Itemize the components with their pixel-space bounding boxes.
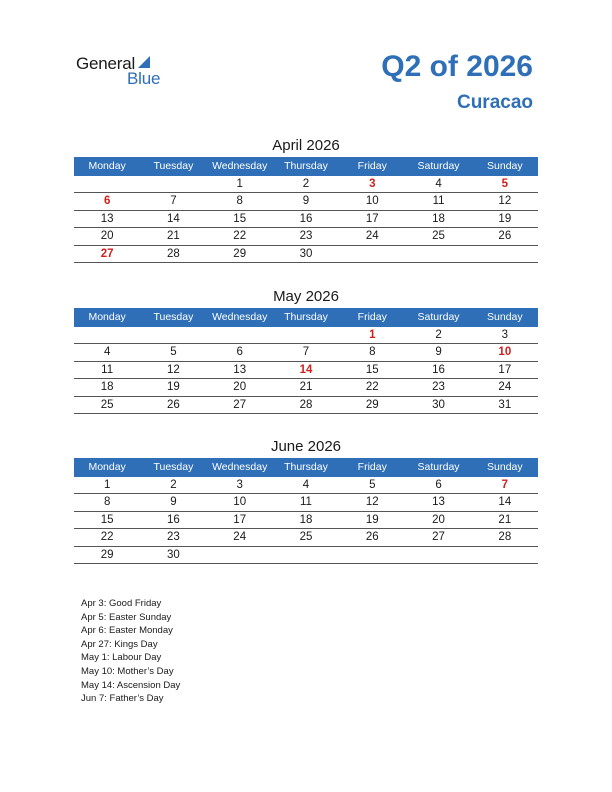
weekday-header: Monday — [88, 461, 126, 473]
weekday-header: Friday — [357, 461, 387, 473]
day-cell: 29 — [100, 548, 114, 561]
day-cell: 1 — [103, 479, 111, 491]
generalblue-logo — [76, 54, 186, 88]
day-cell: 18 — [100, 381, 114, 394]
day-cell: 27 — [432, 531, 445, 544]
day-cell: 29 — [233, 247, 247, 260]
day-cell: 4 — [435, 178, 442, 190]
weekday-header: Wednesday — [212, 311, 268, 323]
country-name: Curacao — [456, 92, 533, 113]
day-cell — [74, 327, 140, 343]
day-cell: 25 — [432, 230, 445, 243]
holiday-day-cell: 7 — [501, 479, 509, 491]
day-cell: 24 — [365, 230, 379, 243]
day-cell: 17 — [365, 212, 379, 225]
day-cell: 20 — [100, 230, 114, 243]
day-cell: 8 — [103, 496, 111, 509]
day-cell: 27 — [233, 398, 247, 411]
day-cell: 4 — [103, 346, 111, 359]
day-cell: 26 — [365, 531, 379, 544]
logo-triangle-icon — [138, 56, 150, 68]
day-cell: 2 — [302, 178, 310, 190]
page-title: Q2 of 2026 — [381, 50, 533, 83]
day-cell: 5 — [369, 479, 376, 491]
day-cell: 15 — [233, 212, 247, 225]
day-cell: 16 — [299, 212, 313, 225]
week-row — [74, 211, 538, 228]
holiday-list-item: Apr 6: Easter Monday — [81, 625, 173, 637]
day-cell: 24 — [233, 531, 247, 544]
day-cell: 28 — [299, 398, 313, 411]
weekday-header: Friday — [357, 311, 387, 323]
week-row — [74, 494, 538, 511]
week-row — [74, 344, 538, 361]
week-row — [74, 362, 538, 379]
week-row — [74, 529, 538, 546]
weekday-header: Tuesday — [153, 311, 194, 323]
day-cell: 22 — [233, 230, 247, 243]
weekday-header: Saturday — [417, 461, 460, 473]
day-cell: 25 — [100, 398, 114, 411]
day-cell: 4 — [302, 479, 310, 491]
day-cell: 6 — [236, 346, 243, 359]
month-title: June 2026 — [270, 438, 342, 455]
holiday-list-item: May 10: Mother’s Day — [81, 665, 174, 677]
day-cell: 11 — [101, 363, 114, 376]
day-cell: 30 — [299, 247, 313, 260]
day-cell: 15 — [100, 513, 114, 526]
month-title: April 2026 — [272, 137, 340, 154]
day-cell — [207, 547, 273, 563]
holiday-list-item: Apr 3: Good Friday — [81, 598, 162, 609]
logo-text-general: General — [76, 54, 136, 73]
day-cell: 21 — [299, 381, 313, 394]
week-row — [74, 176, 538, 193]
day-cell: 26 — [498, 230, 512, 243]
day-cell: 5 — [170, 346, 177, 359]
day-cell: 14 — [498, 496, 512, 509]
calendar-month-june — [74, 436, 538, 564]
weekday-header: Wednesday — [212, 461, 268, 473]
logo-text-blue: Blue — [127, 69, 161, 88]
weekday-header: Tuesday — [153, 160, 194, 172]
weekday-header: Friday — [357, 160, 387, 172]
day-cell: 24 — [498, 381, 512, 394]
day-cell: 22 — [100, 531, 114, 544]
day-cell: 15 — [365, 363, 379, 376]
day-cell: 28 — [167, 247, 180, 260]
weekday-header: Thursday — [284, 311, 328, 323]
week-row — [74, 477, 538, 494]
day-cell: 26 — [167, 398, 180, 411]
holiday-day-cell: 27 — [100, 247, 114, 260]
day-cell — [405, 246, 471, 262]
weekday-header: Tuesday — [153, 461, 194, 473]
day-cell — [472, 246, 538, 262]
weekday-header: Thursday — [284, 461, 328, 473]
day-cell: 3 — [501, 329, 509, 341]
weekday-header-row — [74, 308, 538, 327]
day-cell: 10 — [233, 496, 247, 509]
weekday-header: Saturday — [417, 311, 460, 323]
weekday-header: Sunday — [487, 461, 523, 473]
day-cell — [74, 176, 140, 192]
weekday-header: Sunday — [487, 160, 523, 172]
weekday-header: Wednesday — [212, 160, 268, 172]
day-cell: 13 — [100, 212, 114, 225]
day-cell: 3 — [236, 479, 243, 491]
day-cell: 8 — [369, 346, 376, 359]
day-cell: 19 — [498, 212, 512, 225]
day-cell: 21 — [167, 230, 180, 243]
day-cell: 18 — [299, 513, 313, 526]
holiday-list-item: Apr 27: Kings Day — [81, 638, 158, 650]
holiday-list-item: May 1: Labour Day — [81, 652, 162, 664]
day-cell — [339, 547, 405, 563]
day-cell: 28 — [498, 531, 512, 544]
day-cell: 30 — [167, 548, 180, 561]
day-cell: 31 — [498, 398, 512, 411]
day-cell — [472, 547, 538, 563]
week-row — [74, 512, 538, 529]
day-cell — [273, 547, 339, 563]
week-row — [74, 228, 538, 245]
holiday-list-item: Apr 5: Easter Sunday — [81, 611, 172, 623]
day-cell: 19 — [167, 381, 180, 394]
day-cell: 1 — [236, 178, 243, 190]
day-cell: 22 — [365, 381, 379, 394]
day-cell: 13 — [233, 363, 247, 376]
day-cell: 10 — [365, 195, 379, 208]
day-cell: 7 — [170, 195, 177, 208]
week-row — [74, 547, 538, 564]
day-cell: 12 — [167, 363, 180, 376]
holiday-list — [81, 597, 180, 706]
day-cell: 2 — [170, 479, 177, 491]
holiday-day-cell: 14 — [299, 363, 313, 376]
weekday-header: Monday — [88, 311, 126, 323]
weekday-header-row — [74, 458, 538, 477]
holiday-day-cell: 10 — [498, 346, 512, 359]
day-cell: 11 — [432, 195, 445, 208]
day-cell: 23 — [432, 381, 445, 394]
weekday-header: Sunday — [487, 311, 523, 323]
day-cell — [405, 547, 471, 563]
day-cell: 23 — [299, 230, 313, 243]
day-cell: 12 — [498, 195, 512, 208]
weekday-header-row — [74, 157, 538, 176]
day-cell — [339, 246, 405, 262]
day-cell: 20 — [432, 513, 445, 526]
day-cell: 9 — [170, 496, 177, 509]
day-cell: 16 — [432, 363, 445, 376]
day-cell: 18 — [432, 212, 445, 225]
week-row — [74, 327, 538, 344]
holiday-day-cell: 3 — [369, 178, 376, 190]
week-row — [74, 193, 538, 210]
week-row — [74, 379, 538, 396]
day-cell: 21 — [498, 513, 512, 526]
day-cell: 11 — [300, 496, 312, 509]
holiday-day-cell: 1 — [369, 329, 376, 341]
day-cell: 9 — [435, 346, 442, 359]
day-cell: 30 — [432, 398, 445, 411]
calendar-month-april — [74, 135, 538, 263]
day-cell: 20 — [233, 381, 247, 394]
day-cell: 2 — [435, 329, 442, 341]
day-cell: 14 — [167, 212, 180, 225]
day-cell — [273, 327, 339, 343]
day-cell: 17 — [233, 513, 247, 526]
day-cell: 16 — [167, 513, 180, 526]
calendar-month-may — [74, 286, 538, 414]
holiday-day-cell: 5 — [501, 178, 509, 190]
day-cell: 13 — [432, 496, 445, 509]
month-title: May 2026 — [273, 288, 339, 305]
day-cell: 6 — [435, 479, 442, 491]
day-cell: 12 — [365, 496, 379, 509]
day-cell: 9 — [302, 195, 310, 208]
week-row — [74, 397, 538, 414]
weekday-header: Saturday — [417, 160, 460, 172]
holiday-list-item: Jun 7: Father’s Day — [81, 693, 164, 705]
weekday-header: Monday — [88, 160, 126, 172]
day-cell: 23 — [167, 531, 180, 544]
weekday-header: Thursday — [284, 160, 328, 172]
day-cell: 19 — [365, 513, 379, 526]
day-cell — [207, 327, 273, 343]
day-cell: 25 — [299, 531, 313, 544]
day-cell: 17 — [498, 363, 512, 376]
day-cell: 29 — [365, 398, 379, 411]
day-cell: 7 — [302, 346, 310, 359]
holiday-day-cell: 6 — [103, 195, 111, 208]
day-cell: 8 — [236, 195, 243, 208]
week-row — [74, 246, 538, 263]
day-cell — [140, 327, 206, 343]
day-cell — [140, 176, 206, 192]
holiday-list-item: May 14: Ascension Day — [81, 679, 181, 691]
